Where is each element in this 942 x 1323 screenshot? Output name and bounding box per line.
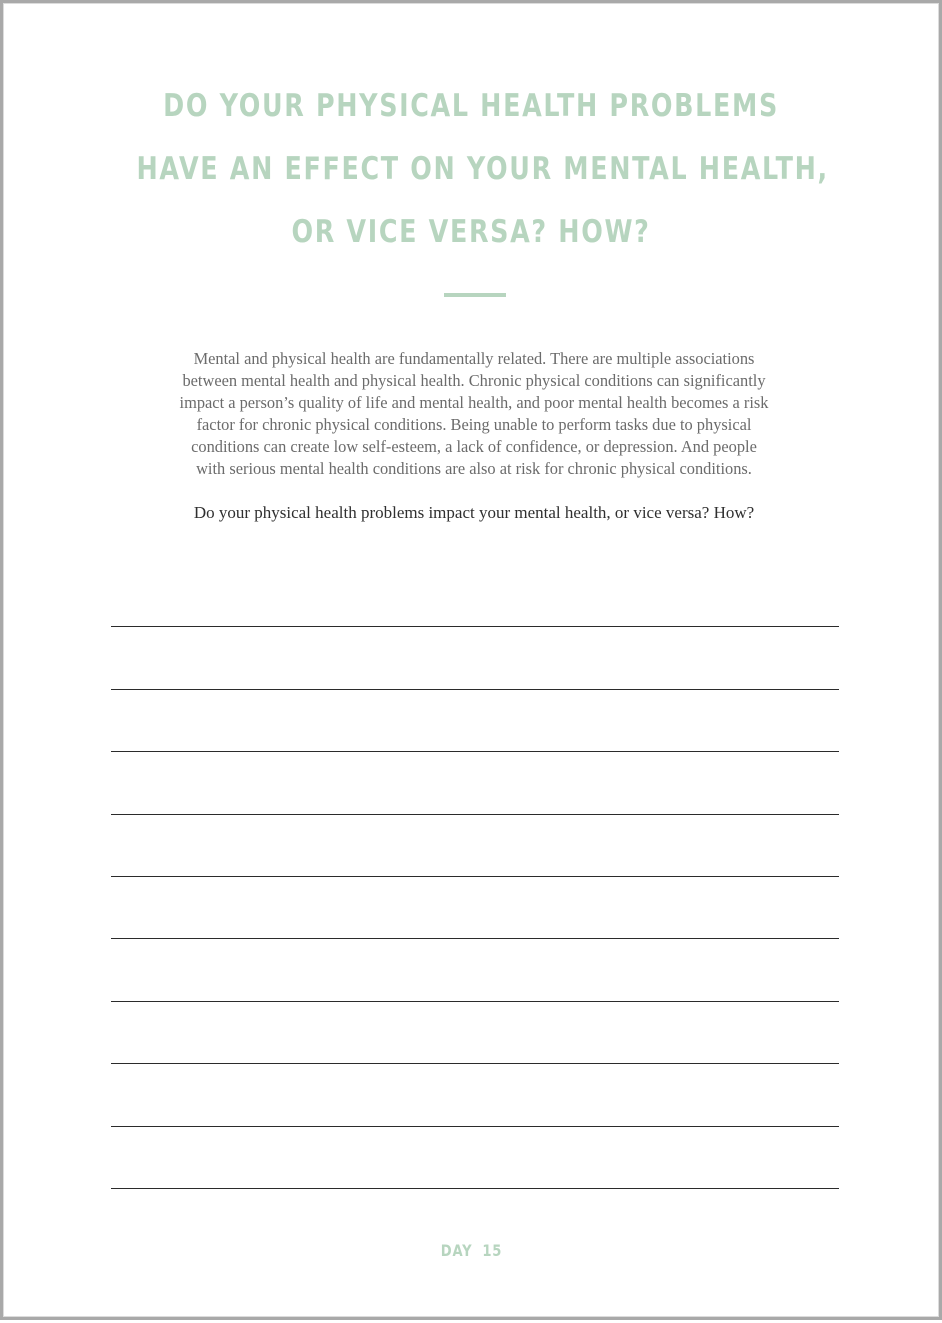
intro-line: impact a person’s quality of life and mental health, and poor mental health becomes a risk (179, 393, 769, 412)
intro-line: Mental and physical health are fundamentally related. There are multiple associations (193, 349, 755, 368)
writing-line (111, 689, 839, 690)
title-line-2: HAVE AN EFFECT ON YOUR MENTAL HEALTH, (136, 151, 829, 187)
writing-line (111, 1126, 839, 1127)
page-footer (3, 1241, 939, 1260)
day-label: DAY (440, 1241, 472, 1260)
intro-line: conditions can create low self-esteem, a lack of confidence, or depression. And people (191, 437, 757, 456)
writing-line (111, 1063, 839, 1064)
title-line-3: OR VICE VERSA? HOW? (291, 214, 651, 250)
intro-line: with serious mental health conditions are also at risk for chronic physical conditions. (196, 459, 752, 478)
intro-line: factor for chronic physical conditions. Being unable to perform tasks due to physical (196, 415, 752, 434)
writing-line (111, 626, 839, 627)
day-number: 15 (481, 1241, 502, 1260)
journal-prompt: Do your physical health problems impact your mental health, or vice versa? How? (193, 503, 755, 522)
title-line-1: DO YOUR PHYSICAL HEALTH PROBLEMS (163, 88, 779, 124)
writing-lines (111, 3, 839, 1323)
writing-line (111, 751, 839, 752)
writing-line (111, 1188, 839, 1189)
writing-line (111, 1001, 839, 1002)
writing-line (111, 938, 839, 939)
writing-line (111, 814, 839, 815)
intro-line: between mental health and physical health. Chronic physical conditions can significantly (182, 371, 766, 390)
writing-line (111, 876, 839, 877)
